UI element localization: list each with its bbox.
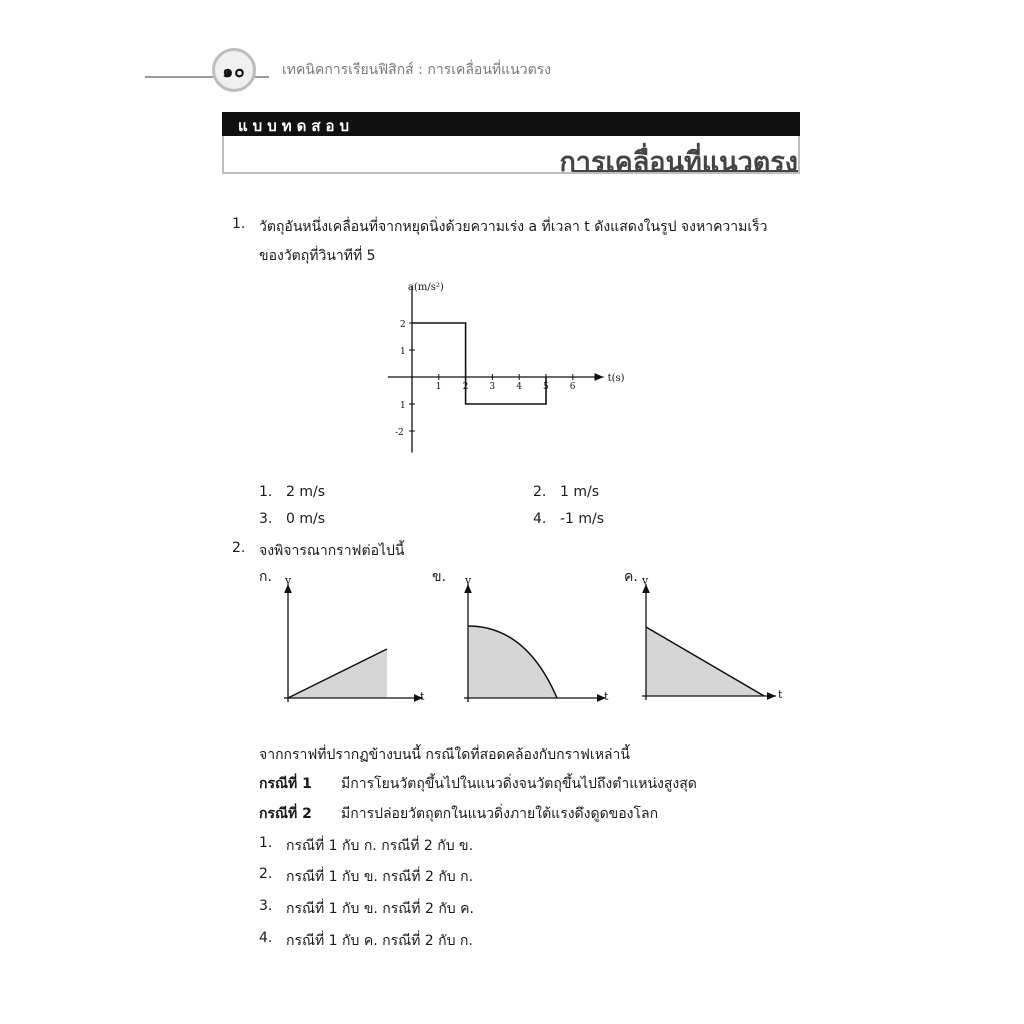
q1-option-2[interactable]: 1 m/s <box>560 484 600 500</box>
graph-c-v-label: v <box>642 574 649 587</box>
x-tick-label: 5 <box>543 382 549 392</box>
q2-case1-text: มีการโยนวัตถุขึ้นไปในแนวดิ่งจนวัตถุขึ้นไปถึงตำแหน่งสูงสุด <box>341 776 697 792</box>
y-tick-label: 1 <box>400 401 406 411</box>
y-axis-label: a(m/s²) <box>408 282 444 293</box>
x-tick-label: 1 <box>435 382 442 392</box>
graph-a <box>276 574 436 710</box>
graph-a-label: ก. <box>259 569 272 585</box>
graph-c-t-label: t <box>778 688 783 701</box>
q1-number: 1. <box>232 216 246 232</box>
q1-text-line2: ของวัตถุที่วินาทีที่ 5 <box>259 248 376 264</box>
q1-text-line1: วัตถุอันหนึ่งเคลื่อนที่จากหยุดนิ่งด้วยความเร่ง a ที่เวลา t ดังแสดงในรูป จงหาความเร็ว <box>259 219 768 235</box>
x-tick-label: 3 <box>489 382 496 392</box>
graph-c <box>634 574 814 710</box>
q2-text: จงพิจารณากราฟต่อไปนี้ <box>259 543 405 559</box>
q1-option-4[interactable]: -1 m/s <box>560 511 605 527</box>
q2-option-2-num: 2. <box>259 866 273 882</box>
q1-option-2-num: 2. <box>533 484 547 500</box>
acceleration-time-chart <box>380 278 640 460</box>
graph-b-t-label: t <box>604 690 609 703</box>
q2-option-3[interactable]: กรณีที่ 1 กับ ข. กรณีที่ 2 กับ ค. <box>286 901 474 917</box>
q2-option-1-num: 1. <box>259 835 273 851</box>
q1-option-1[interactable]: 2 m/s <box>286 484 326 500</box>
graph-b-area <box>468 626 557 698</box>
q2-option-4[interactable]: กรณีที่ 1 กับ ค. กรณีที่ 2 กับ ก. <box>286 933 473 949</box>
section-title-underline <box>572 170 798 172</box>
q2-case2-text: มีการปล่อยวัตถุตกในแนวดิ่งภายใต้แรงดึงดูดของโลก <box>341 806 659 822</box>
x-axis-label: t(s) <box>607 373 625 384</box>
graph-b-label: ข. <box>432 569 447 585</box>
section-title: การเคลื่อนที่แนวตรง <box>559 147 798 178</box>
x-tick-label: 4 <box>516 382 522 392</box>
x-tick-label: 6 <box>569 382 576 392</box>
q2-question: จากกราฟที่ปรากฏข้างบนนี้ กรณีใดที่สอดคล้องกับกราฟเหล่านี้ <box>259 747 630 763</box>
section-banner-label: แบบทดสอบ <box>238 117 355 135</box>
y-tick-label: 1 <box>400 347 406 357</box>
q1-option-3-num: 3. <box>259 511 273 527</box>
running-header-title: เทคนิคการเรียนฟิสิกส์ : การเคลื่อนที่แนวตรง <box>282 62 552 78</box>
q1-option-3[interactable]: 0 m/s <box>286 511 326 527</box>
q2-option-4-num: 4. <box>259 930 273 946</box>
page-number: ๑๐ <box>222 62 246 82</box>
q2-case1-label: กรณีที่ 1 <box>259 776 312 792</box>
acceleration-step-line <box>412 323 546 404</box>
y-tick-label: -2 <box>395 428 404 438</box>
q1-option-4-num: 4. <box>533 511 547 527</box>
q2-option-2[interactable]: กรณีที่ 1 กับ ข. กรณีที่ 2 กับ ก. <box>286 869 474 885</box>
q2-case2-label: กรณีที่ 2 <box>259 806 312 822</box>
q2-number: 2. <box>232 540 246 556</box>
q1-option-1-num: 1. <box>259 484 273 500</box>
q2-option-1[interactable]: กรณีที่ 1 กับ ก. กรณีที่ 2 กับ ข. <box>286 838 474 854</box>
q2-option-3-num: 3. <box>259 898 273 914</box>
graph-b <box>456 574 616 710</box>
graph-b-v-label: v <box>465 574 472 587</box>
graph-a-t-label: t <box>420 690 425 703</box>
x-tick-label: 2 <box>462 382 469 392</box>
y-tick-label: 2 <box>400 320 406 330</box>
graph-c-label: ค. <box>624 569 638 585</box>
graph-a-v-label: v <box>285 574 292 587</box>
